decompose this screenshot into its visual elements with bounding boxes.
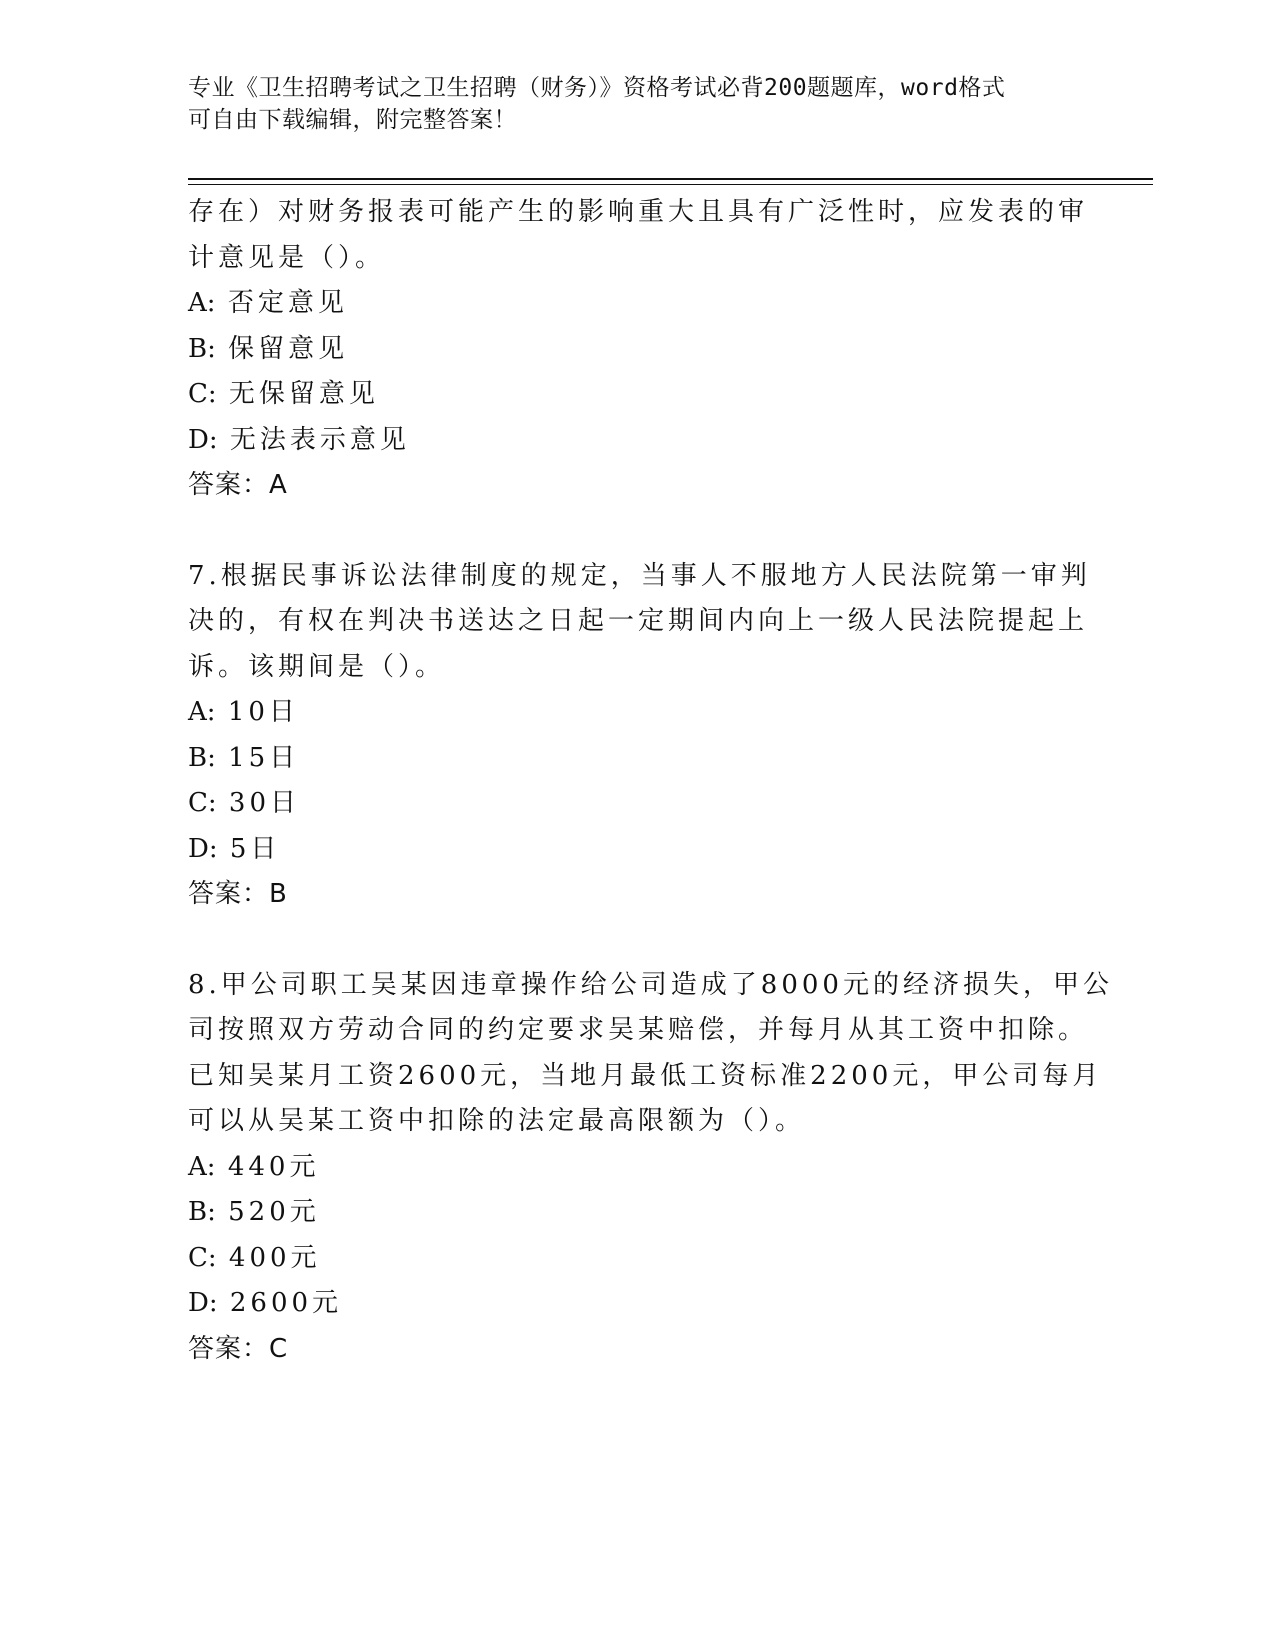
option-a: [188, 1145, 1088, 1191]
question-stem-line: 计意见是（）。: [188, 242, 386, 273]
answer-line: 答案：A: [188, 470, 288, 500]
option-d: [188, 418, 1088, 464]
option-letter: A:: [188, 697, 216, 727]
page-header: [188, 72, 1088, 136]
option-letter: D:: [188, 1288, 218, 1318]
option-text: 400元: [228, 1242, 321, 1273]
option-letter: C:: [188, 788, 217, 818]
option-letter: B:: [188, 333, 216, 364]
question-block: [188, 963, 1113, 1373]
option-letter: D:: [188, 833, 218, 864]
option-letter: B:: [188, 742, 216, 773]
option-letter: B:: [188, 1197, 216, 1227]
header-line-1: 专业《卫生招聘考试之卫生招聘（财务）》资格考试必背200题题库，word格式: [188, 75, 1006, 101]
option-text: 5日: [229, 833, 281, 864]
question-block: [188, 190, 1088, 509]
option-text: 440元: [227, 1151, 320, 1182]
option-c: [188, 372, 1088, 418]
question-stem-line: 存在）对财务报表可能产生的影响重大且具有广泛性时，应发表的审: [188, 197, 1089, 227]
question-stem-line: 可以从吴某工资中扣除的法定最高限额为（）。: [188, 1106, 806, 1136]
option-letter: A:: [188, 1151, 216, 1182]
question-stem-line: 决的，有权在判决书送达之日起一定期间内向上一级人民法院提起上: [188, 606, 1089, 636]
option-c: [188, 781, 1088, 827]
option-d: [188, 1281, 1088, 1327]
option-c: [188, 1236, 1088, 1282]
question-stem-line: 已知吴某月工资2600元，当地月最低工资标准2200元，甲公司每月: [188, 1060, 1103, 1091]
answer-line: 答案：B: [188, 879, 288, 909]
option-letter: A:: [188, 288, 216, 318]
option-text: 无保留意见: [228, 379, 379, 409]
question-stem-line: 诉。该期间是（）。: [188, 651, 446, 682]
option-text: 2600元: [229, 1288, 343, 1318]
option-a: [188, 690, 1088, 736]
option-text: 保留意见: [228, 333, 349, 364]
option-letter: D:: [188, 424, 218, 455]
option-text: 30日: [228, 788, 301, 818]
option-text: 否定意见: [227, 288, 348, 318]
question-list: [188, 190, 1113, 1372]
spacer: [188, 509, 1088, 554]
answer-line: 答案：C: [188, 1333, 289, 1364]
option-letter: C:: [188, 379, 217, 409]
option-d: [188, 827, 1088, 873]
spacer: [188, 918, 1088, 963]
option-b: [188, 1190, 1088, 1236]
option-letter: C:: [188, 1242, 217, 1273]
option-text: 10日: [227, 697, 299, 727]
option-text: 520元: [228, 1197, 320, 1227]
header-line-2: 可自由下载编辑，附完整答案！: [188, 107, 517, 133]
option-a: [188, 281, 1088, 327]
question-stem-line: 司按照双方劳动合同的约定要求吴某赔偿，并每月从其工资中扣除。: [188, 1015, 1089, 1045]
option-text: 无法表示意见: [229, 424, 410, 455]
question-stem-line: 8.甲公司职工吴某因违章操作给公司造成了8000元的经济损失，甲公: [188, 969, 1113, 1000]
header-divider-thick: [188, 178, 1153, 180]
option-b: [188, 736, 1088, 782]
option-b: [188, 327, 1088, 373]
question-stem-line: 7.根据民事诉讼法律制度的规定，当事人不服地方人民法院第一审判: [188, 560, 1091, 591]
option-text: 15日: [228, 742, 300, 773]
header-divider-thin: [188, 184, 1153, 185]
question-block: [188, 554, 1091, 918]
